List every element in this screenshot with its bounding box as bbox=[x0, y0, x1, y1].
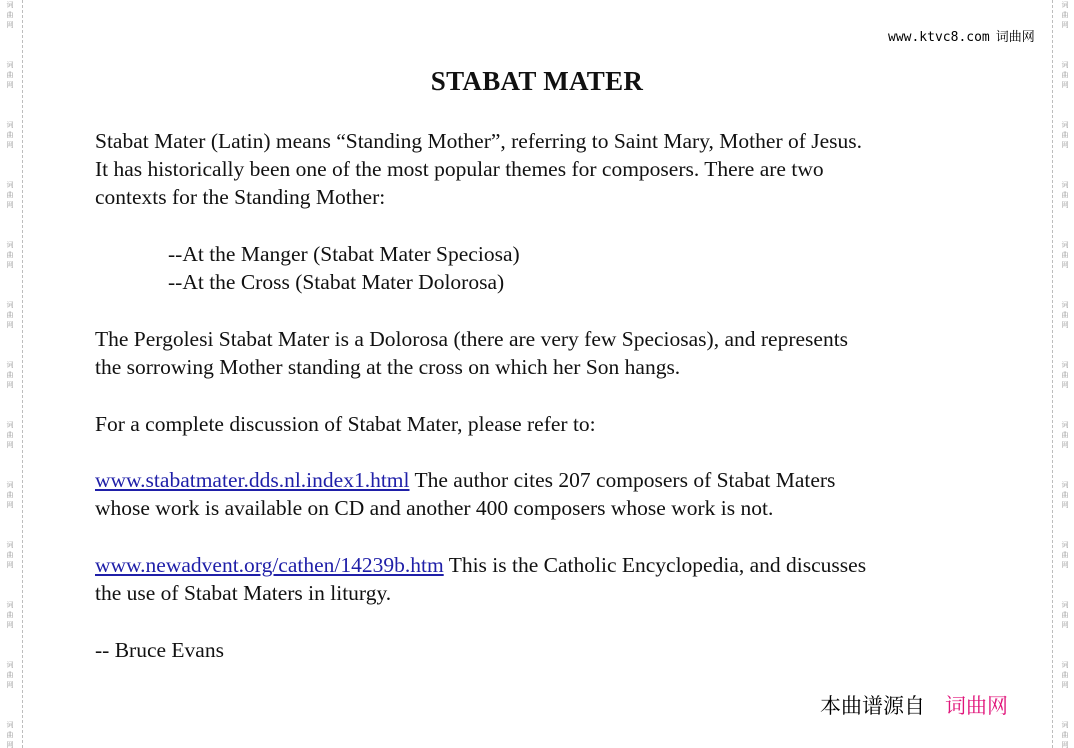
watermark-glyph-group bbox=[3, 720, 17, 748]
watermark-glyph-group bbox=[1058, 480, 1072, 540]
watermark-glyph: 网 bbox=[1061, 261, 1069, 269]
stabatmater-link[interactable]: www.stabatmater.dds.nl.index1.html bbox=[95, 468, 410, 492]
watermark-glyph: 词 bbox=[6, 61, 14, 69]
watermark-glyph: 词 bbox=[6, 661, 14, 669]
watermark-glyph-group bbox=[1058, 420, 1072, 480]
watermark-glyph: 网 bbox=[1061, 741, 1069, 748]
watermark-glyph: 网 bbox=[6, 441, 14, 449]
watermark-glyph: 网 bbox=[6, 321, 14, 329]
watermark-glyph: 曲 bbox=[1061, 551, 1069, 559]
watermark-glyph-group bbox=[1058, 0, 1072, 60]
watermark-glyph-group bbox=[3, 300, 17, 360]
watermark-glyph: 网 bbox=[1061, 201, 1069, 209]
reference-2 bbox=[95, 551, 995, 607]
watermark-glyph: 词 bbox=[6, 1, 14, 9]
intro-line: It has historically been one of the most popular themes for composers. There are two bbox=[95, 157, 824, 181]
watermark-glyph: 词 bbox=[1061, 421, 1069, 429]
watermark-site-name: 词曲网 bbox=[995, 30, 1035, 45]
pergolesi-line: The Pergolesi Stabat Mater is a Dolorosa (there are very few Speciosas), and represents bbox=[95, 327, 849, 351]
watermark-glyph-group bbox=[3, 540, 17, 600]
watermark-glyph-group bbox=[3, 0, 17, 60]
watermark-glyph: 网 bbox=[1061, 501, 1069, 509]
watermark-glyph-group bbox=[3, 480, 17, 540]
watermark-glyph: 曲 bbox=[6, 551, 14, 559]
watermark-glyph: 网 bbox=[1061, 81, 1069, 89]
pergolesi-line: the sorrowing Mother standing at the cross on which her Son hangs. bbox=[95, 355, 681, 379]
intro-line: contexts for the Standing Mother: bbox=[95, 185, 386, 209]
reference-1-line-1 bbox=[95, 466, 995, 494]
watermark-glyph: 词 bbox=[1061, 61, 1069, 69]
watermark-glyph-group bbox=[1058, 180, 1072, 240]
watermark-glyph: 词 bbox=[1061, 181, 1069, 189]
watermark-glyph: 曲 bbox=[1061, 11, 1069, 19]
watermark-glyph: 曲 bbox=[6, 311, 14, 319]
watermark-glyph-group bbox=[1058, 540, 1072, 600]
watermark-glyph: 词 bbox=[6, 421, 14, 429]
left-divider bbox=[22, 0, 23, 748]
watermark-glyph: 曲 bbox=[1061, 731, 1069, 739]
watermark-glyph: 曲 bbox=[1061, 131, 1069, 139]
watermark-glyph: 词 bbox=[6, 601, 14, 609]
watermark-glyph: 网 bbox=[1061, 141, 1069, 149]
watermark-glyph-group bbox=[3, 420, 17, 480]
top-watermark bbox=[888, 26, 1035, 45]
left-watermark-strip bbox=[3, 0, 17, 748]
watermark-glyph: 词 bbox=[1061, 301, 1069, 309]
reference-2-line-1 bbox=[95, 551, 995, 579]
watermark-glyph: 网 bbox=[6, 621, 14, 629]
watermark-glyph: 曲 bbox=[1061, 671, 1069, 679]
reference-1-line-2: whose work is available on CD and another 400 composers whose work is not. bbox=[95, 496, 774, 520]
watermark-glyph: 词 bbox=[1061, 601, 1069, 609]
source-prefix: 本曲谱源自 bbox=[820, 694, 925, 718]
watermark-glyph: 曲 bbox=[1061, 431, 1069, 439]
watermark-glyph: 网 bbox=[1061, 681, 1069, 689]
right-watermark-strip bbox=[1058, 0, 1072, 748]
watermark-glyph: 网 bbox=[1061, 321, 1069, 329]
watermark-glyph: 网 bbox=[6, 681, 14, 689]
watermark-glyph: 曲 bbox=[6, 491, 14, 499]
reference-1-text: The author cites 207 composers of Stabat Maters bbox=[409, 468, 836, 492]
watermark-glyph: 网 bbox=[6, 141, 14, 149]
watermark-glyph: 词 bbox=[1061, 661, 1069, 669]
watermark-glyph: 词 bbox=[1061, 241, 1069, 249]
watermark-glyph-group bbox=[1058, 300, 1072, 360]
watermark-glyph-group bbox=[3, 660, 17, 720]
watermark-glyph: 词 bbox=[6, 301, 14, 309]
watermark-glyph-group bbox=[1058, 600, 1072, 660]
watermark-url[interactable]: www.ktvc8.com bbox=[888, 30, 990, 45]
watermark-glyph-group bbox=[1058, 360, 1072, 420]
watermark-glyph: 曲 bbox=[1061, 491, 1069, 499]
watermark-glyph: 词 bbox=[6, 541, 14, 549]
watermark-glyph: 词 bbox=[6, 481, 14, 489]
contexts-list bbox=[168, 240, 1068, 296]
signature: -- Bruce Evans bbox=[95, 638, 224, 662]
watermark-glyph: 曲 bbox=[6, 431, 14, 439]
watermark-glyph-group bbox=[3, 360, 17, 420]
source-brand[interactable]: 词曲网 bbox=[945, 694, 1008, 718]
watermark-glyph: 曲 bbox=[1061, 611, 1069, 619]
watermark-glyph: 网 bbox=[6, 21, 14, 29]
reference-1 bbox=[95, 466, 995, 522]
watermark-glyph: 网 bbox=[1061, 561, 1069, 569]
watermark-glyph: 网 bbox=[6, 201, 14, 209]
source-watermark bbox=[820, 690, 1008, 720]
watermark-glyph-group bbox=[1058, 720, 1072, 748]
reference-2-text: This is the Catholic Encyclopedia, and discusses bbox=[443, 553, 867, 577]
watermark-glyph: 网 bbox=[6, 501, 14, 509]
watermark-glyph: 词 bbox=[6, 121, 14, 129]
right-divider bbox=[1052, 0, 1053, 748]
watermark-glyph: 曲 bbox=[6, 251, 14, 259]
watermark-glyph: 网 bbox=[6, 81, 14, 89]
watermark-glyph: 曲 bbox=[1061, 371, 1069, 379]
watermark-glyph: 曲 bbox=[6, 611, 14, 619]
watermark-glyph: 网 bbox=[1061, 621, 1069, 629]
watermark-glyph: 词 bbox=[6, 181, 14, 189]
watermark-glyph: 词 bbox=[1061, 361, 1069, 369]
watermark-glyph-group bbox=[3, 180, 17, 240]
watermark-glyph: 曲 bbox=[6, 671, 14, 679]
watermark-glyph: 网 bbox=[6, 381, 14, 389]
watermark-glyph: 曲 bbox=[1061, 251, 1069, 259]
watermark-glyph: 曲 bbox=[6, 71, 14, 79]
newadvent-link[interactable]: www.newadvent.org/cathen/14239b.htm bbox=[95, 553, 444, 577]
watermark-glyph-group bbox=[3, 120, 17, 180]
watermark-glyph: 网 bbox=[1061, 21, 1069, 29]
pergolesi-paragraph bbox=[95, 325, 995, 381]
watermark-glyph: 曲 bbox=[6, 371, 14, 379]
refer-paragraph bbox=[95, 410, 995, 438]
watermark-glyph-group bbox=[1058, 120, 1072, 180]
watermark-glyph: 词 bbox=[1061, 121, 1069, 129]
watermark-glyph: 网 bbox=[6, 561, 14, 569]
watermark-glyph: 网 bbox=[1061, 381, 1069, 389]
watermark-glyph: 网 bbox=[6, 261, 14, 269]
watermark-glyph: 曲 bbox=[1061, 311, 1069, 319]
watermark-glyph-group bbox=[3, 240, 17, 300]
refer-line: For a complete discussion of Stabat Mater, please refer to: bbox=[95, 412, 596, 436]
watermark-glyph: 曲 bbox=[1061, 71, 1069, 79]
watermark-glyph: 词 bbox=[1061, 721, 1069, 729]
context-item: --At the Cross (Stabat Mater Dolorosa) bbox=[168, 270, 505, 294]
reference-2-line-2: the use of Stabat Maters in liturgy. bbox=[95, 581, 392, 605]
watermark-glyph: 曲 bbox=[6, 131, 14, 139]
watermark-glyph: 词 bbox=[6, 241, 14, 249]
watermark-glyph: 词 bbox=[1061, 1, 1069, 9]
watermark-glyph: 曲 bbox=[6, 191, 14, 199]
watermark-glyph-group bbox=[1058, 660, 1072, 720]
watermark-glyph: 网 bbox=[1061, 441, 1069, 449]
watermark-glyph: 词 bbox=[6, 721, 14, 729]
watermark-glyph: 词 bbox=[6, 361, 14, 369]
watermark-glyph-group bbox=[3, 600, 17, 660]
context-item: --At the Manger (Stabat Mater Speciosa) bbox=[168, 242, 520, 266]
watermark-glyph: 曲 bbox=[6, 11, 14, 19]
watermark-glyph: 网 bbox=[6, 741, 14, 748]
watermark-glyph: 词 bbox=[1061, 541, 1069, 549]
watermark-glyph: 曲 bbox=[6, 731, 14, 739]
intro-paragraph bbox=[95, 127, 995, 211]
watermark-glyph: 曲 bbox=[1061, 191, 1069, 199]
document-title: STABAT MATER bbox=[430, 66, 644, 96]
intro-line: Stabat Mater (Latin) means “Standing Mother”, referring to Saint Mary, Mother of Jesus. bbox=[95, 129, 863, 153]
watermark-glyph: 词 bbox=[1061, 481, 1069, 489]
